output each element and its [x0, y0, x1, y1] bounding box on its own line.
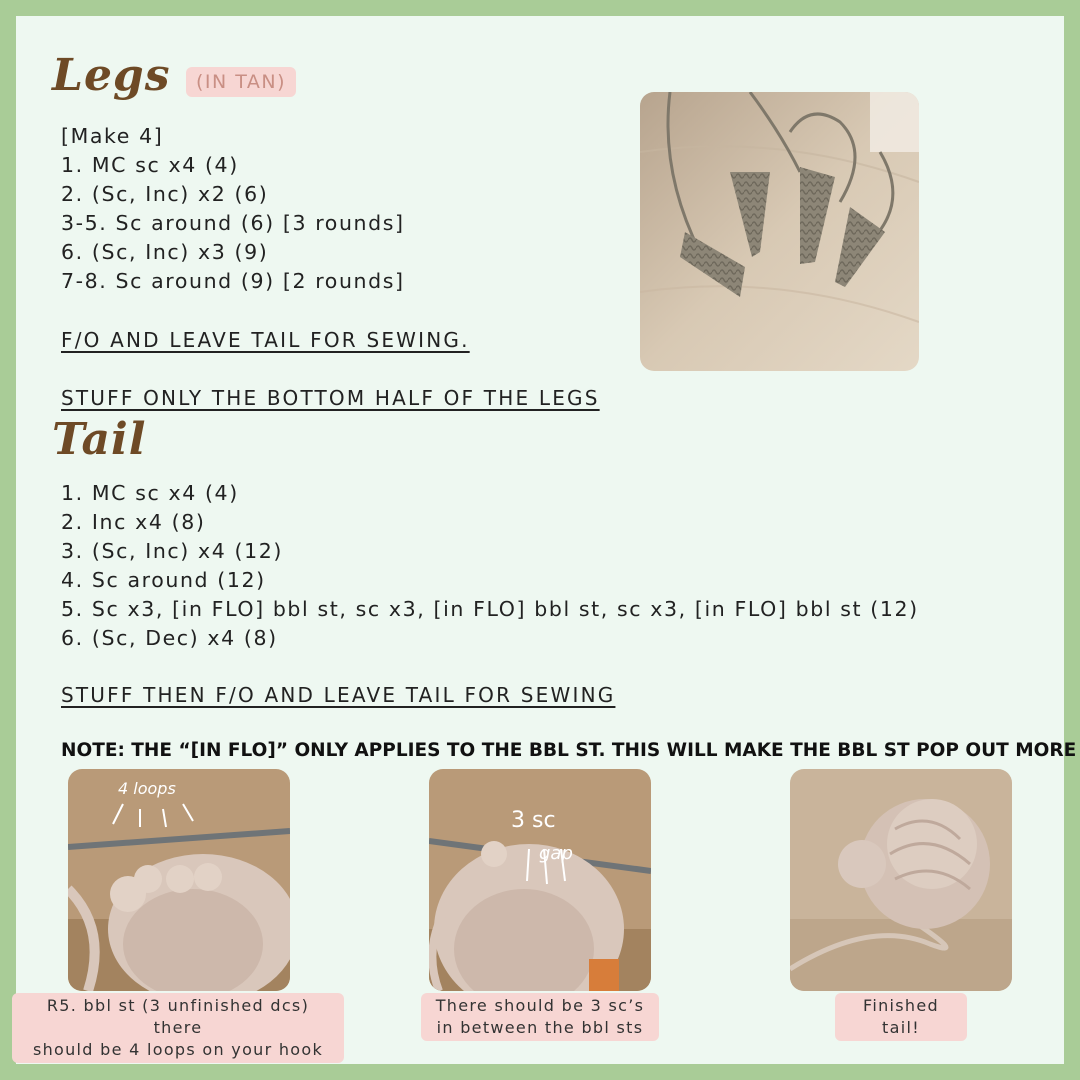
legs-instructions [61, 122, 405, 296]
legs-photo-illustration [640, 92, 919, 371]
finished-tail-photo [790, 769, 1012, 991]
bbl-stitch-photo [68, 769, 290, 991]
legs-photo [640, 92, 919, 371]
flo-note: NOTE: THE “[IN FLO]” ONLY APPLIES TO THE BBL ST. THIS WILL MAKE THE BBL ST POP OUT MORE [61, 740, 1077, 761]
tail-line: 4. Sc around (12) [61, 568, 266, 592]
legs-line: [Make 4] [61, 124, 164, 148]
legs-title: Legs [52, 50, 171, 101]
gap-annotation: gap [539, 843, 573, 864]
tail-instructions [61, 479, 919, 653]
legs-line: 1. MC sc x4 (4) [61, 153, 239, 177]
finished-tail-illustration [790, 769, 1012, 991]
legs-color-tag: (IN TAN) [186, 67, 296, 97]
tail-line: 3. (Sc, Inc) x4 (12) [61, 539, 283, 563]
tail-line: 6. (Sc, Dec) x4 (8) [61, 626, 278, 650]
caption-line: There should be 3 sc’s [435, 996, 645, 1015]
legs-line: 3-5. Sc around (6) [3 rounds] [61, 211, 405, 235]
caption-line: R5. bbl st (3 unfinished dcs) there [46, 996, 310, 1037]
finished-tail-caption: Finished tail! [835, 993, 967, 1041]
legs-line: 7-8. Sc around (9) [2 rounds] [61, 269, 405, 293]
sc-gap-illustration [429, 769, 651, 991]
legs-line: 6. (Sc, Inc) x3 (9) [61, 240, 269, 264]
sc-gap-caption [421, 993, 659, 1041]
tail-title: Tail [52, 414, 147, 465]
tail-line: 2. Inc x4 (8) [61, 510, 206, 534]
legs-finish-note: F/O AND LEAVE TAIL FOR SEWING. [61, 328, 470, 352]
sc-gap-photo [429, 769, 651, 991]
tail-line: 5. Sc x3, [in FLO] bbl st, sc x3, [in FLO] bbl st, sc x3, [in FLO] bbl st (12) [61, 597, 919, 621]
legs-line: 2. (Sc, Inc) x2 (6) [61, 182, 269, 206]
legs-stuffing-note: STUFF ONLY THE BOTTOM HALF OF THE LEGS [61, 386, 600, 410]
bbl-stitch-caption [12, 993, 344, 1063]
tail-line: 1. MC sc x4 (4) [61, 481, 239, 505]
caption-line: should be 4 loops on your hook [32, 1040, 324, 1059]
caption-line: in between the bbl sts [436, 1018, 644, 1037]
bbl-stitch-illustration [68, 769, 290, 991]
tail-finish-note: STUFF THEN F/O AND LEAVE TAIL FOR SEWING [61, 683, 616, 707]
sc-annotation: 3 sc [511, 808, 556, 833]
loops-annotation: 4 loops [118, 779, 176, 798]
